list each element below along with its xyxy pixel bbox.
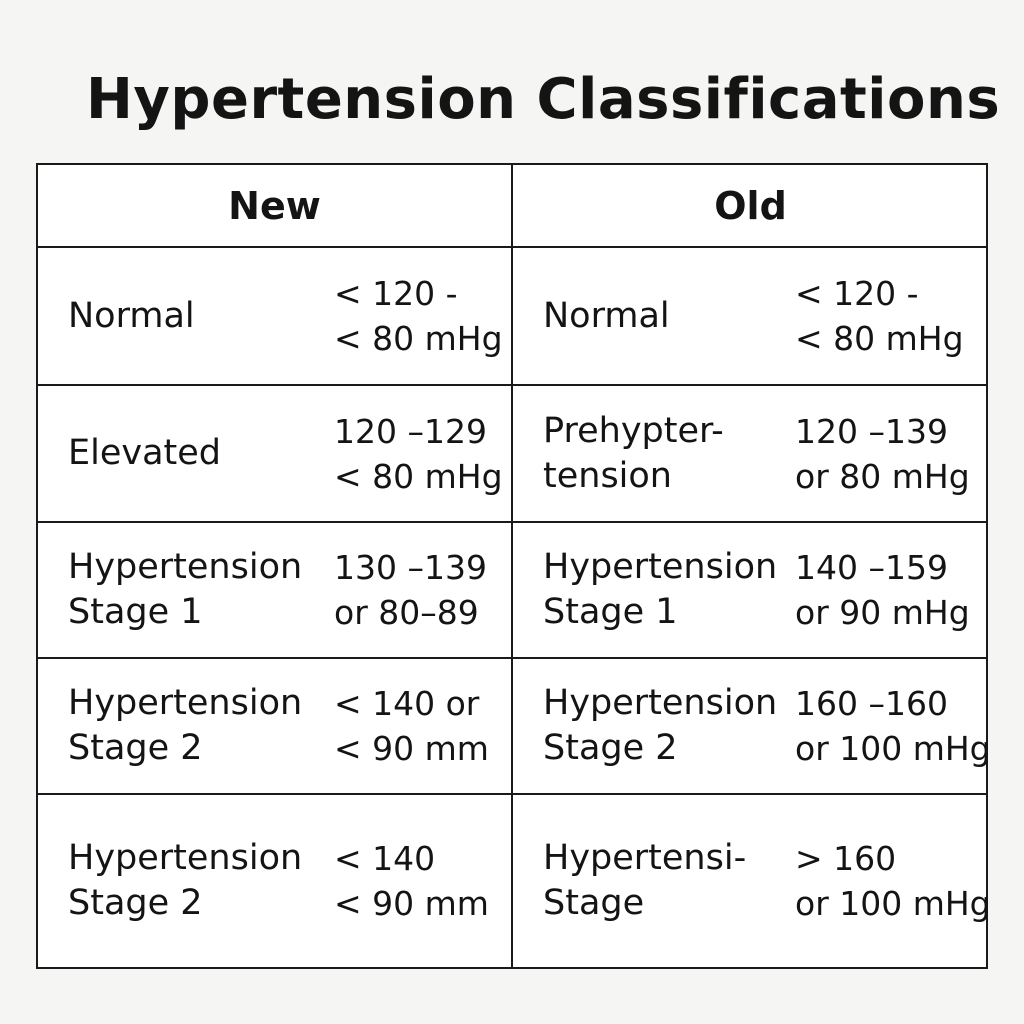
category-label: Hypertension Stage 2 [68, 683, 303, 768]
category-label: Prehypter- tension [543, 410, 724, 496]
cell-new-stage2-repeat [38, 795, 513, 967]
cell-new-stage1 [38, 523, 513, 659]
header-new: New [38, 165, 513, 248]
range-line-1: < 140 [334, 839, 436, 878]
range-line-2: or 80–89 [334, 593, 479, 632]
range-line-1: 120 –129 [334, 411, 487, 451]
bp-range [795, 659, 991, 793]
range-line-2: or 80 mHg [795, 456, 970, 496]
category-label: Hypertension Stage 1 [68, 547, 303, 632]
cell-new-stage2 [38, 659, 513, 795]
header-old: Old [513, 165, 988, 248]
range-line-1: < 120 - [334, 274, 458, 313]
cell-old-stage2 [513, 659, 991, 795]
category-label: Hypertension Stage 1 [543, 547, 778, 632]
category-label: Hypertension Stage 2 [68, 838, 303, 923]
bp-range [334, 659, 510, 793]
range-line-1: 140 –159 [795, 548, 948, 587]
range-line-2: < 80 mHg [334, 456, 503, 496]
bp-range [795, 795, 991, 967]
category-label: Normal [68, 295, 195, 336]
range-line-1: 160 –160 [795, 684, 948, 723]
range-line-1: 130 –139 [334, 548, 487, 587]
cell-new-normal [38, 248, 513, 386]
range-line-1: 120 –139 [795, 411, 948, 451]
category-label: Hypertension Stage 2 [543, 683, 778, 768]
page-title: Hypertension Classifications [86, 67, 1001, 132]
category-label: Elevated [68, 433, 222, 473]
cell-old-stage1 [513, 523, 988, 659]
range-line-2: < 90 mm [334, 884, 489, 923]
cell-new-elevated [38, 386, 513, 523]
range-line-1: > 160 [795, 839, 897, 878]
cell-old-normal [513, 248, 988, 386]
bp-range [334, 523, 510, 657]
category-label: Normal [543, 295, 670, 336]
range-line-1: < 120 - [795, 274, 919, 313]
cell-old-prehypertension [513, 386, 988, 523]
category-label: Hypertensi- Stage [543, 838, 747, 923]
range-line-1: < 140 or [334, 684, 480, 723]
range-line-2: or 100 mHg [795, 884, 991, 923]
bp-range [334, 248, 510, 384]
classification-table [36, 163, 991, 969]
range-line-2: < 80 mHg [334, 319, 503, 358]
bp-range [334, 795, 510, 967]
bp-range [334, 386, 510, 521]
bp-range [795, 523, 971, 657]
cell-old-crisis [513, 795, 991, 967]
range-line-2: or 100 mHg [795, 729, 991, 768]
bp-range [795, 386, 971, 521]
bp-range [795, 248, 971, 384]
range-line-2: < 80 mHg [795, 319, 964, 358]
range-line-2: or 90 mHg [795, 593, 970, 632]
range-line-2: < 90 mm [334, 729, 489, 768]
